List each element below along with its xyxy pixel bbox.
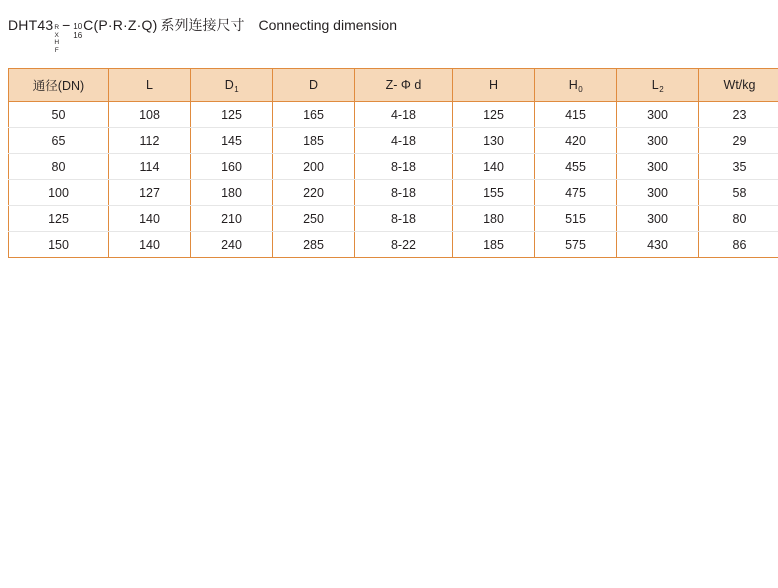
cell-l2: 300 bbox=[617, 128, 699, 154]
cell-d1: 210 bbox=[191, 206, 273, 232]
cell-dn: 65 bbox=[9, 128, 109, 154]
header-cell-d1 bbox=[191, 69, 273, 102]
title-suffix: C(P·R·Z·Q) bbox=[83, 17, 158, 33]
header-label-l2: L bbox=[651, 78, 659, 92]
title-pressure-fraction bbox=[73, 22, 82, 40]
cell-wt: 58 bbox=[699, 180, 778, 206]
cell-wt: 23 bbox=[699, 102, 778, 128]
cell-wt: 35 bbox=[699, 154, 778, 180]
stack-letter-f: F bbox=[54, 46, 59, 54]
table-header-row bbox=[9, 69, 778, 102]
cell-l: 108 bbox=[109, 102, 191, 128]
header-cell-l bbox=[109, 69, 191, 102]
table-row bbox=[9, 128, 778, 154]
header-label-d: D bbox=[308, 78, 319, 92]
header-label-zd: Z- Φ d bbox=[385, 78, 422, 92]
cell-l: 140 bbox=[109, 232, 191, 258]
cell-d: 165 bbox=[273, 102, 355, 128]
cell-wt: 80 bbox=[699, 206, 778, 232]
title-english: Connecting dimension bbox=[258, 17, 397, 33]
cell-d1: 160 bbox=[191, 154, 273, 180]
cell-h: 130 bbox=[453, 128, 535, 154]
header-label-h0: H bbox=[568, 78, 578, 92]
header-cell-h bbox=[453, 69, 535, 102]
table-row bbox=[9, 154, 778, 180]
cell-d: 200 bbox=[273, 154, 355, 180]
title-chinese: 系列连接尺寸 bbox=[160, 17, 245, 33]
header-cell-d bbox=[273, 69, 355, 102]
header-sub-l2: 2 bbox=[659, 85, 664, 94]
cell-l2: 300 bbox=[617, 180, 699, 206]
fraction-denominator: 16 bbox=[73, 31, 83, 41]
cell-h0: 420 bbox=[535, 128, 617, 154]
cell-d1: 180 bbox=[191, 180, 273, 206]
header-label-wt: Wt/kg bbox=[723, 78, 756, 92]
cell-zd: 8-18 bbox=[355, 206, 453, 232]
header-cell-l2 bbox=[617, 69, 699, 102]
cell-d1: 240 bbox=[191, 232, 273, 258]
cell-d1: 145 bbox=[191, 128, 273, 154]
header-label-dn: 通径(DN) bbox=[32, 79, 85, 93]
cell-d: 220 bbox=[273, 180, 355, 206]
header-label-d1: D bbox=[224, 78, 234, 92]
table-header bbox=[9, 69, 778, 102]
cell-l2: 300 bbox=[617, 102, 699, 128]
cell-h0: 515 bbox=[535, 206, 617, 232]
dimension-table bbox=[8, 68, 778, 258]
cell-h0: 475 bbox=[535, 180, 617, 206]
stack-letter-h: H bbox=[54, 39, 60, 47]
title-prefix: DHT43 bbox=[8, 17, 54, 33]
page-title bbox=[8, 18, 397, 56]
cell-zd: 8-22 bbox=[355, 232, 453, 258]
cell-d: 250 bbox=[273, 206, 355, 232]
cell-wt: 86 bbox=[699, 232, 778, 258]
cell-l: 140 bbox=[109, 206, 191, 232]
cell-l: 114 bbox=[109, 154, 191, 180]
title-letter-stack bbox=[54, 24, 59, 55]
cell-d1: 125 bbox=[191, 102, 273, 128]
cell-zd: 8-18 bbox=[355, 180, 453, 206]
cell-h0: 455 bbox=[535, 154, 617, 180]
header-label-h: H bbox=[488, 78, 499, 92]
cell-h: 155 bbox=[453, 180, 535, 206]
stack-letter-x: X bbox=[54, 31, 59, 39]
cell-zd: 4-18 bbox=[355, 128, 453, 154]
cell-dn: 80 bbox=[9, 154, 109, 180]
cell-zd: 8-18 bbox=[355, 154, 453, 180]
cell-l2: 300 bbox=[617, 206, 699, 232]
cell-dn: 125 bbox=[9, 206, 109, 232]
header-cell-dn bbox=[9, 69, 109, 102]
header-sub-d1: 1 bbox=[234, 85, 239, 94]
header-cell-h0 bbox=[535, 69, 617, 102]
header-cell-wt bbox=[699, 69, 778, 102]
cell-zd: 4-18 bbox=[355, 102, 453, 128]
cell-h0: 575 bbox=[535, 232, 617, 258]
cell-l2: 430 bbox=[617, 232, 699, 258]
cell-h: 185 bbox=[453, 232, 535, 258]
title-dash: − bbox=[62, 17, 71, 33]
cell-h: 125 bbox=[453, 102, 535, 128]
header-cell-zd bbox=[355, 69, 453, 102]
cell-l2: 300 bbox=[617, 154, 699, 180]
cell-dn: 50 bbox=[9, 102, 109, 128]
dimension-table-container bbox=[8, 68, 770, 258]
cell-dn: 150 bbox=[9, 232, 109, 258]
cell-wt: 29 bbox=[699, 128, 778, 154]
cell-l: 127 bbox=[109, 180, 191, 206]
cell-l: 112 bbox=[109, 128, 191, 154]
cell-h0: 415 bbox=[535, 102, 617, 128]
header-sub-h0: 0 bbox=[578, 85, 583, 94]
table-row bbox=[9, 232, 778, 258]
header-label-l: L bbox=[146, 78, 153, 92]
cell-d: 285 bbox=[273, 232, 355, 258]
cell-h: 140 bbox=[453, 154, 535, 180]
table-row bbox=[9, 180, 778, 206]
cell-dn: 100 bbox=[9, 180, 109, 206]
table-body bbox=[9, 102, 778, 258]
cell-d: 185 bbox=[273, 128, 355, 154]
fraction-numerator: 10 bbox=[73, 22, 83, 31]
cell-h: 180 bbox=[453, 206, 535, 232]
table-row bbox=[9, 206, 778, 232]
stack-letter-r: R bbox=[54, 24, 60, 31]
table-row bbox=[9, 102, 778, 128]
